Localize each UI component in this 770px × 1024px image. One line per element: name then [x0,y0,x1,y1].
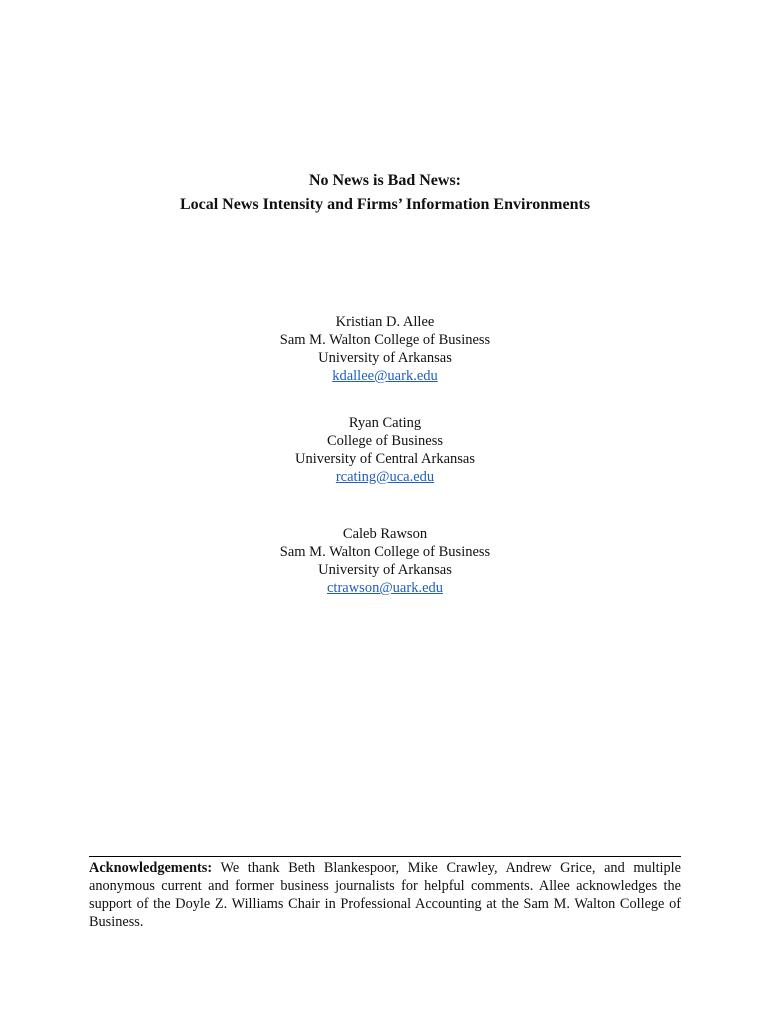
title-line-2: Local News Intensity and Firms’ Information Environments [179,196,591,213]
author-institution: University of Arkansas [318,350,452,366]
footnote-heading: Acknowledgements: [89,860,213,876]
footnote-divider [89,856,681,857]
author-institution: University of Central Arkansas [294,451,475,467]
author-block-cating [0,414,770,486]
author-institution: University of Arkansas [318,562,452,578]
acknowledgements-footnote [89,859,681,931]
author-email-link[interactable]: ctrawson@uark.edu [326,580,444,596]
author-email-link[interactable]: kdallee@uark.edu [332,368,438,384]
author-email-link[interactable]: rcating@uca.edu [335,469,435,485]
author-name: Kristian D. Allee [335,314,435,330]
author-block-allee [0,313,770,385]
author-block-rawson [0,525,770,597]
paper-title [0,169,770,217]
author-affiliation: College of Business [327,433,443,449]
author-affiliation: Sam M. Walton College of Business [279,544,491,560]
author-affiliation: Sam M. Walton College of Business [279,332,491,348]
author-name: Caleb Rawson [342,526,428,542]
title-line-1: No News is Bad News: [309,172,461,189]
author-name: Ryan Cating [348,415,422,431]
footnote-text: We thank Beth Blankespoor, Mike Crawley, Andrew Grice, and multiple anonymous current and former business journalists for helpful comments. Allee acknowledges the support of the Doyle Z. Williams Chair in Professional Accounting at the Sam M. Walton College of Business. [89,860,681,930]
